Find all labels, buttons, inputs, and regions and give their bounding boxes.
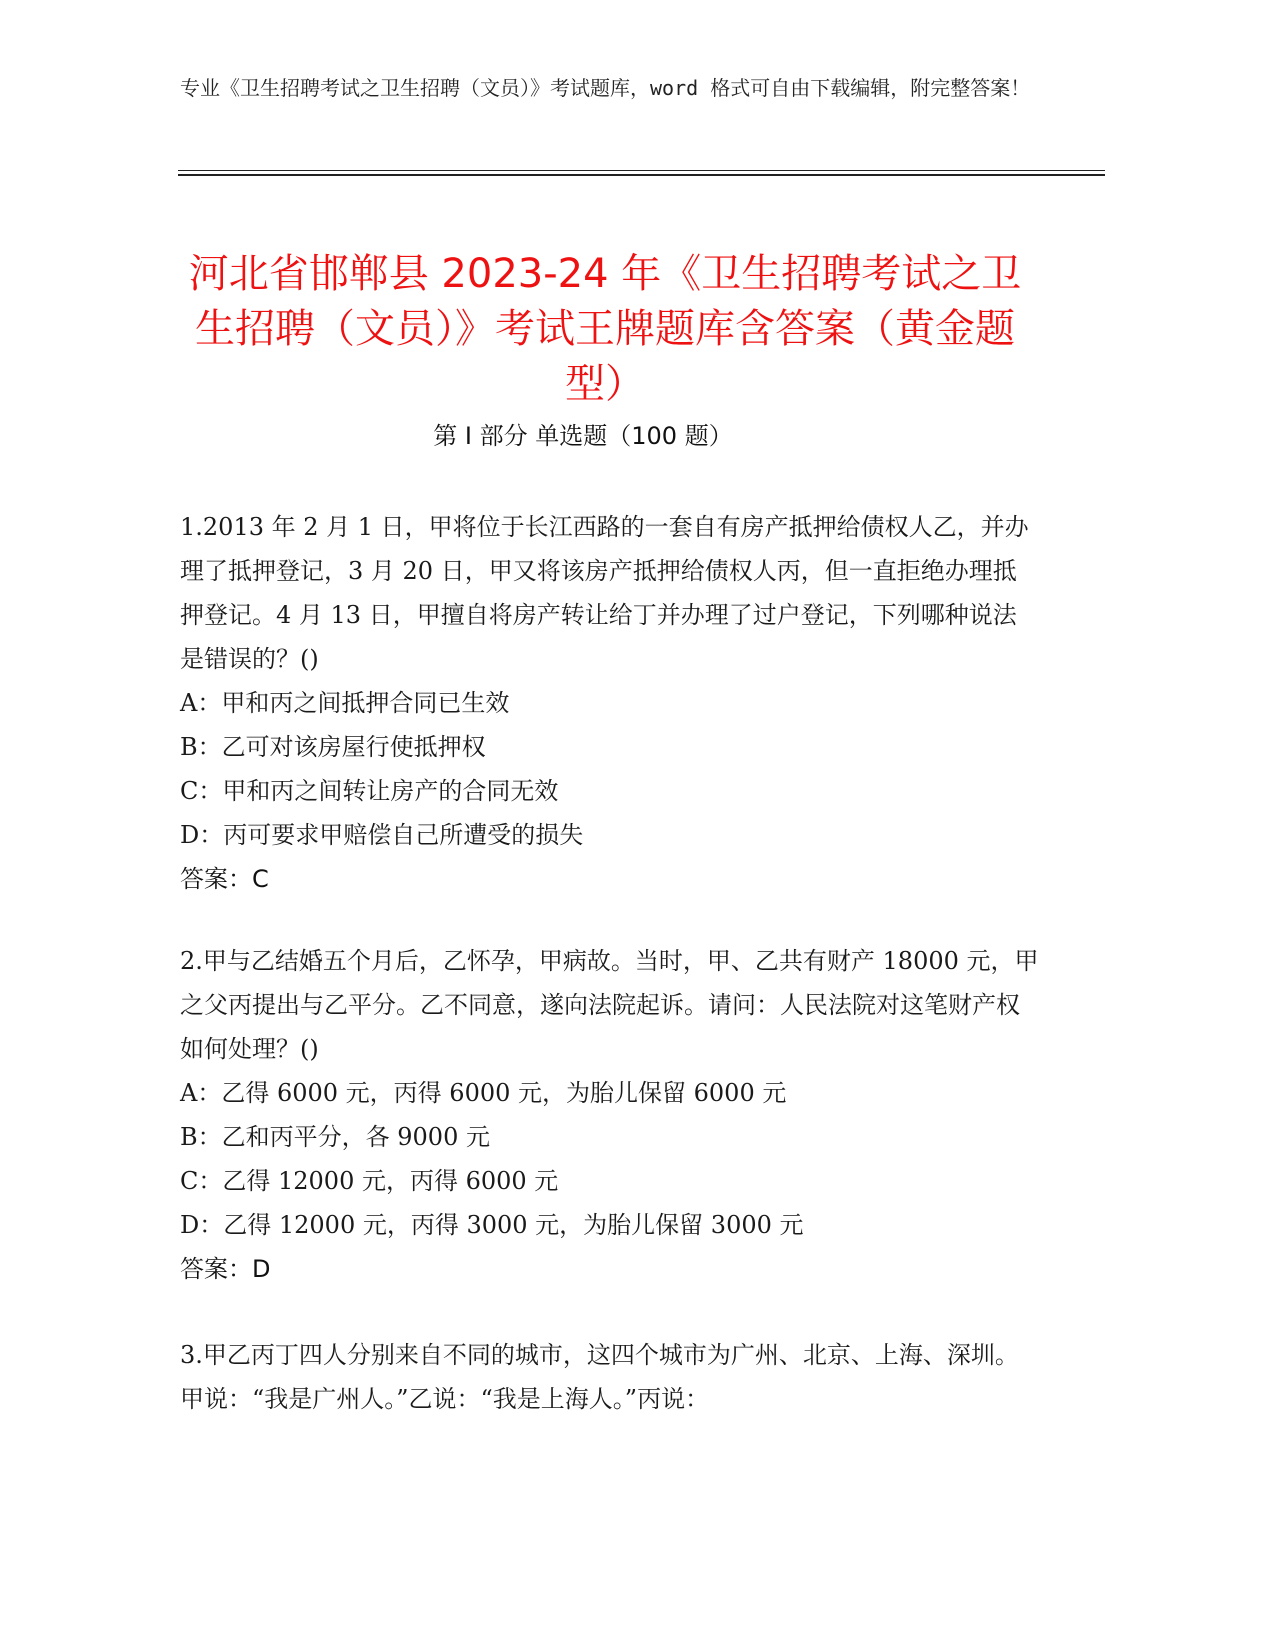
section-heading: 第 I 部分 单选题（100 题） [433, 422, 733, 450]
option-d: D：丙可要求甲赔偿自己所遭受的损失 [180, 821, 584, 849]
option-c: C：甲和丙之间转让房产的合同无效 [180, 777, 559, 805]
question-stem: 3.甲乙丙丁四人分别来自不同的城市，这四个城市为广州、北京、上海、深圳。甲说：“我是广州人。”乙说：“我是上海人。”丙说： [180, 1341, 1019, 1413]
header-divider-thick [178, 174, 1105, 176]
question-stem: 2.甲与乙结婚五个月后，乙怀孕，甲病故。当时，甲、乙共有财产 18000 元，甲之父丙提出与乙平分。乙不同意，遂向法院起诉。请问：人民法院对这笔财产权如何处理？() [180, 947, 1039, 1063]
option-b: B：乙可对该房屋行使抵押权 [180, 733, 486, 761]
header-divider-thin [178, 170, 1105, 171]
header-note: 专业《卫生招聘考试之卫生招聘（文员）》考试题库，word 格式可自由下载编辑，附完整答案！ [180, 76, 1031, 100]
option-b: B：乙和丙平分，各 9000 元 [180, 1123, 490, 1151]
question-1 [180, 505, 1040, 901]
option-d: D：乙得 12000 元，丙得 3000 元，为胎儿保留 3000 元 [180, 1211, 804, 1239]
option-c: C：乙得 12000 元，丙得 6000 元 [180, 1167, 559, 1195]
option-a: A：甲和丙之间抵押合同已生效 [180, 689, 510, 717]
question-3 [180, 1333, 1040, 1421]
document-title: 河北省邯郸县 2023-24 年《卫生招聘考试之卫生招聘（文员）》考试王牌题库含答案（黄金题型） [188, 250, 1022, 407]
question-2 [180, 939, 1040, 1291]
answer: 答案：C [180, 865, 269, 893]
option-a: A：乙得 6000 元，丙得 6000 元，为胎儿保留 6000 元 [180, 1079, 787, 1107]
question-stem: 1.2013 年 2 月 1 日，甲将位于长江西路的一套自有房产抵押给债权人乙，并办理了抵押登记，3 月 20 日，甲又将该房产抵押给债权人丙，但一直拒绝办理抵押登记。4 月 13 日，甲擅自将房产转让给丁并办理了过户登记，下列哪种说法是错误的？() [180, 513, 1029, 673]
answer: 答案：D [180, 1255, 271, 1283]
